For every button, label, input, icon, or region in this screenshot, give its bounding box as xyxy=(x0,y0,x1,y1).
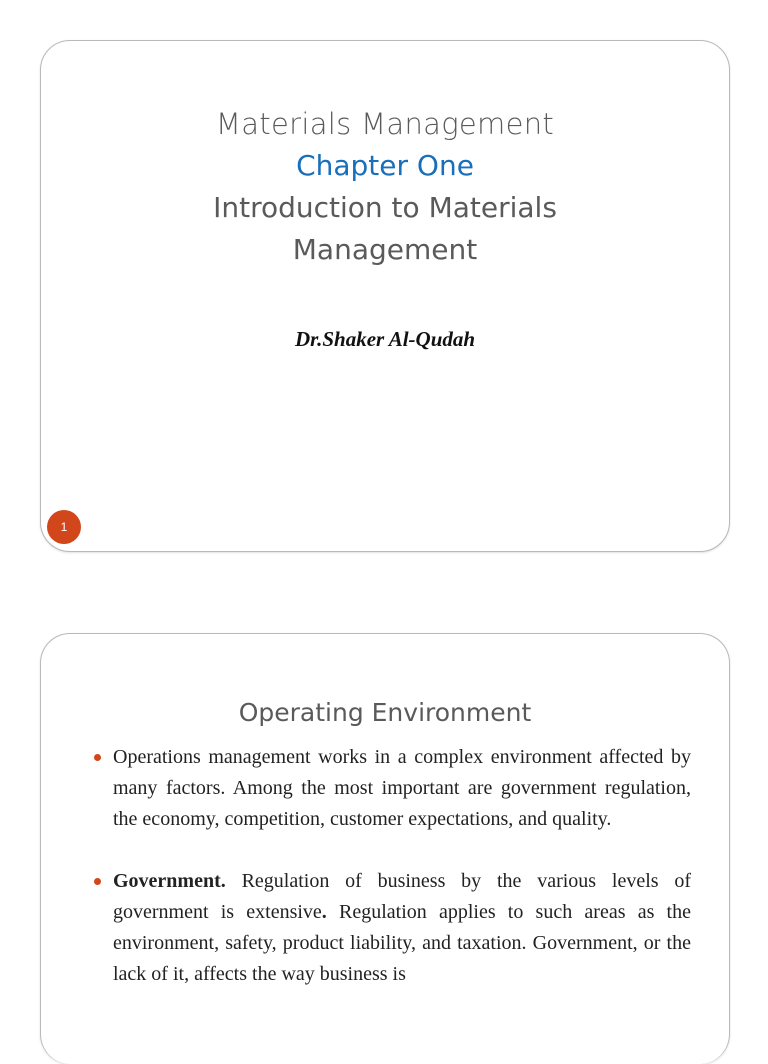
page-number-badge: 1 xyxy=(47,510,81,544)
bullet-heading: Government. xyxy=(113,870,226,892)
bullet-item xyxy=(113,866,691,990)
bullet-list xyxy=(113,742,691,1021)
author-name: Dr.Shaker Al-Qudah xyxy=(294,327,476,351)
bullet-text: Regulation applies to such areas as the environment, safety, product liability, and taxation. Government, or the lack of it, affects the way business is xyxy=(113,901,691,985)
slide-2 xyxy=(40,633,730,1064)
chapter-subtitle-line1: Introduction to Materials xyxy=(213,191,557,224)
chapter-subtitle-line2: Management xyxy=(292,233,478,266)
chapter-title: Chapter One xyxy=(296,149,474,182)
bullet-text: Operations management works in a complex environment affected by many factors. Among the most important are government regulation, the economy, competition, customer expectations, and quality. xyxy=(113,746,691,830)
bullet-dot-icon xyxy=(94,754,101,761)
slide-1 xyxy=(40,40,730,552)
slide-title: Operating Environment xyxy=(238,698,532,727)
bullet-text: Regulation of business by the various levels of government is extensive xyxy=(113,870,691,923)
bullet-period: . xyxy=(321,901,327,923)
course-title: Materials Management xyxy=(215,107,555,141)
bullet-item xyxy=(113,742,691,835)
bullet-dot-icon xyxy=(94,878,101,885)
